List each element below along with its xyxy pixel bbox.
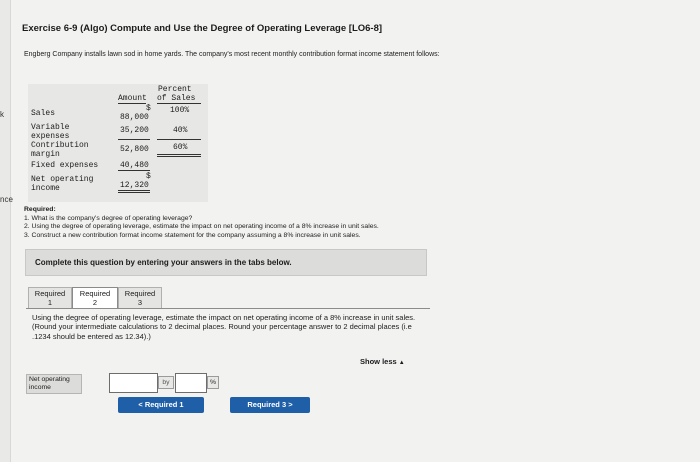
- row-amount: 12,320: [120, 181, 149, 190]
- row-label: Fixed expenses: [31, 161, 99, 170]
- tab-instructions: Using the degree of operating leverage, estimate the impact on net operating income of a 8% increase in unit sales. (Round your intermediate calculations to 2 decimal places. Round your percentage answer to 2 decimal places (i.e .1234 should be entered as 12.34).): [32, 313, 416, 341]
- tab-label: Required: [124, 289, 156, 298]
- header-rule: [118, 103, 146, 104]
- next-required-button[interactable]: Required 3 >: [230, 397, 310, 413]
- row-percent: 40%: [173, 126, 188, 135]
- prev-required-button[interactable]: < Required 1: [118, 397, 204, 413]
- required-item: 2. Using the degree of operating leverage, estimate the impact on net operating income of a 8% increase in unit sales.: [24, 223, 379, 230]
- banner-text: Complete this question by entering your answers in the tabs below.: [35, 258, 292, 267]
- tab-required-1[interactable]: [28, 287, 72, 309]
- row-amount: 88,000: [120, 113, 149, 122]
- dollar-sign: $: [146, 104, 151, 113]
- answer-row-label: Net operating income: [26, 374, 82, 394]
- net-operating-income-input[interactable]: [109, 373, 158, 393]
- row-percent: 60%: [173, 143, 188, 152]
- subtotal-rule: [118, 139, 150, 140]
- row-percent: 100%: [170, 106, 190, 115]
- required-heading: Required:: [24, 206, 56, 213]
- header-rule: [157, 103, 201, 104]
- percent-symbol: %: [207, 376, 219, 389]
- row-label: Variable expenses: [31, 123, 70, 141]
- tab-number: 1: [47, 298, 53, 307]
- income-statement: [28, 84, 208, 202]
- row-amount: 40,480: [120, 161, 149, 170]
- percent-header-sub: of Sales: [157, 94, 196, 103]
- instruction-banner: [25, 249, 427, 276]
- show-less-label: Show less: [360, 357, 397, 366]
- required-section: [24, 206, 474, 240]
- total-rule: [118, 192, 150, 193]
- total-rule: [118, 190, 150, 191]
- tab-required-3[interactable]: [118, 287, 162, 309]
- subtotal-rule: [157, 139, 201, 140]
- tab-number: 2: [92, 298, 98, 307]
- percent-header: Percent: [158, 85, 192, 94]
- tab-label: Required: [34, 289, 66, 298]
- required-item: 3. Construct a new contribution format income statement for the company assuming a 8% increase in unit sales.: [24, 231, 361, 239]
- exercise-title: Exercise 6-9 (Algo) Compute and Use the Degree of Operating Leverage [LO6-8]: [22, 23, 383, 34]
- amount-header: Amount: [118, 94, 147, 103]
- edge-mark: nce: [0, 195, 13, 204]
- tab-number: 3: [137, 298, 143, 307]
- exercise-intro: Engberg Company installs lawn sod in home yards. The company's most recent monthly contribution format income statement follows:: [24, 51, 440, 58]
- row-label: Sales: [31, 109, 56, 118]
- row-label: Contribution margin: [31, 141, 89, 159]
- row-amount: 52,800: [120, 145, 149, 154]
- tab-required-2[interactable]: [72, 287, 118, 309]
- show-less-link[interactable]: [360, 357, 405, 366]
- total-rule: [157, 154, 201, 155]
- row-amount: 35,200: [120, 126, 149, 135]
- row-label: Net operating income: [31, 175, 94, 193]
- by-label: by: [158, 376, 174, 389]
- edge-mark: k: [0, 110, 4, 119]
- left-page-edge: [0, 0, 11, 462]
- required-item: 1. What is the company's degree of operating leverage?: [24, 214, 193, 222]
- tab-label: Required: [79, 289, 111, 298]
- subtotal-rule: [118, 170, 150, 171]
- triangle-up-icon: ▲: [398, 360, 405, 366]
- percent-increase-input[interactable]: [175, 373, 207, 393]
- dollar-sign: $: [146, 172, 151, 181]
- total-rule: [157, 156, 201, 157]
